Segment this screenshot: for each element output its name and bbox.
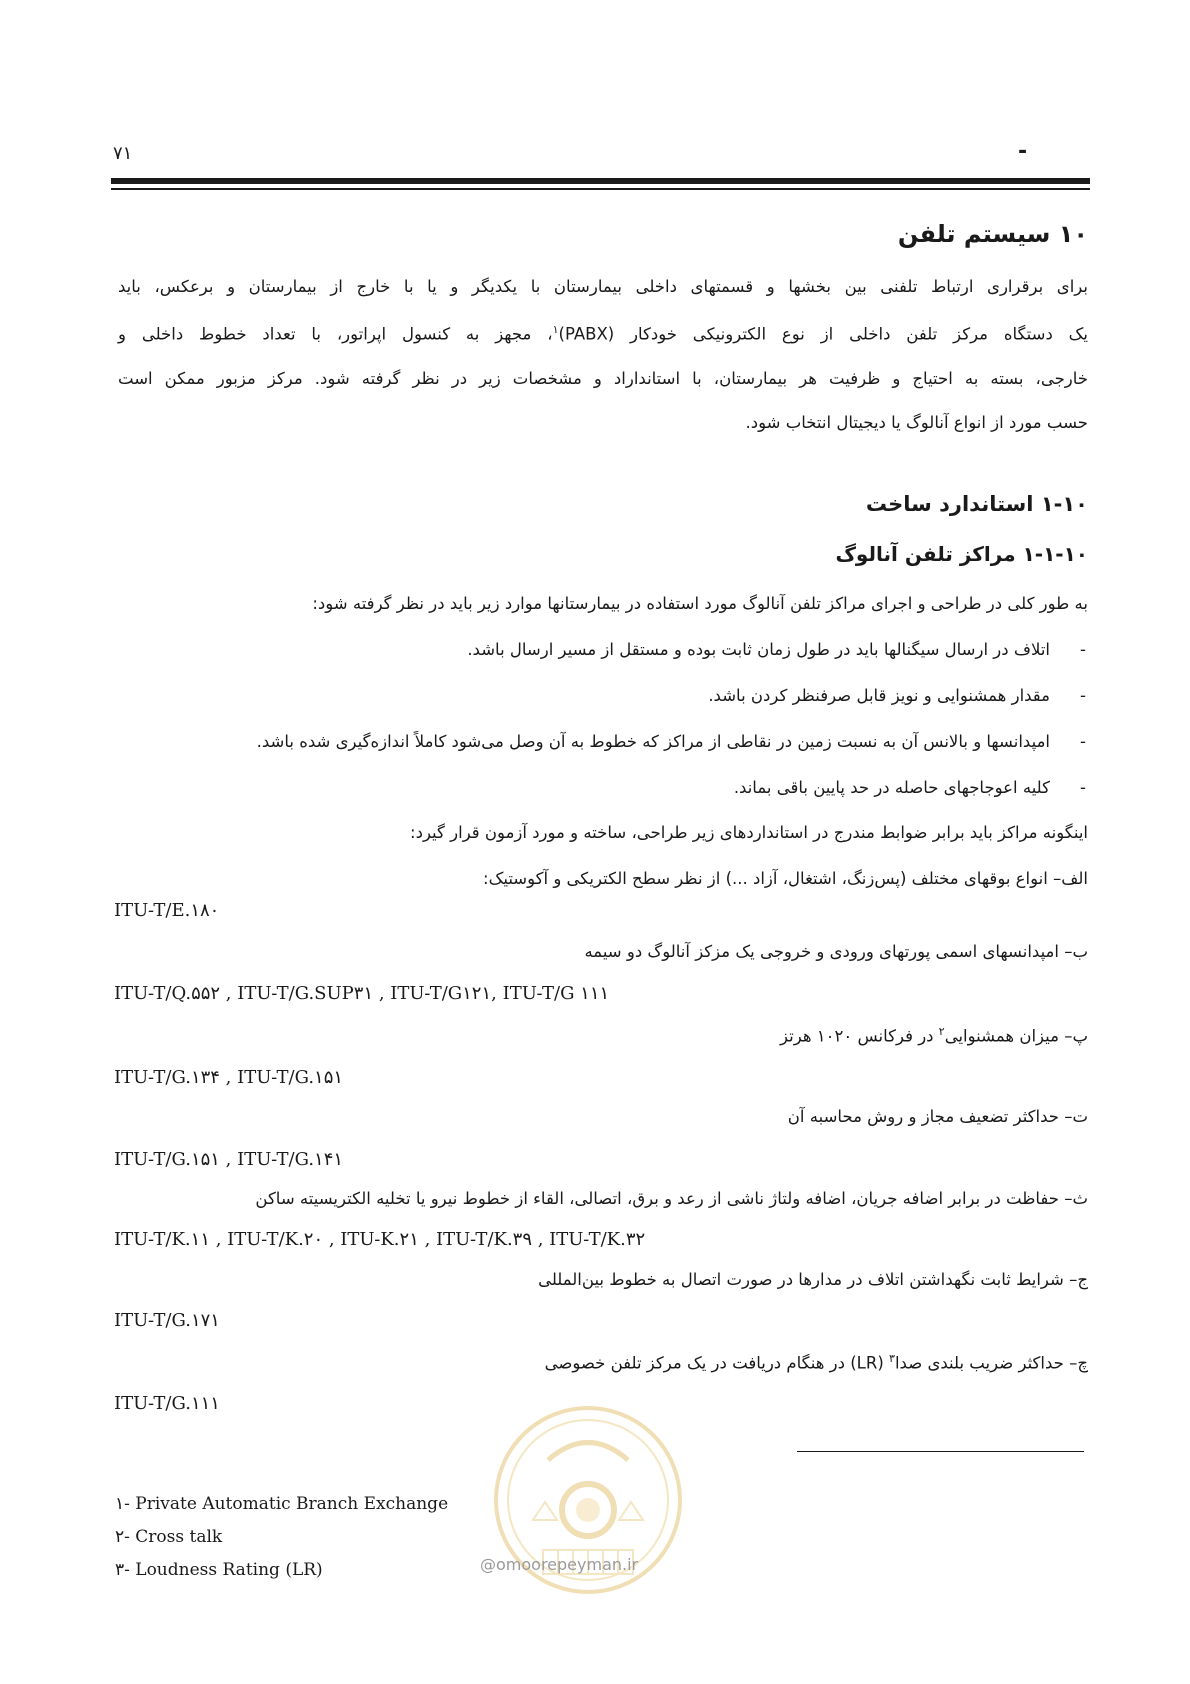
footnote: ۳- Loudness Rating (LR) (115, 1560, 323, 1580)
standards-intro: اینگونه مراکز باید برابر ضوابط مندرج در استانداردهای زیر طراحی، ساخته و مورد آزمون قرار گیرد: (410, 823, 1088, 842)
footnote: ۲- Cross talk (115, 1527, 223, 1547)
bullet-item (186, 686, 1086, 710)
standard-refs: ITU-T/E.۱۸۰ (114, 900, 220, 921)
section-heading: ۱۰ سیستم تلفن (897, 220, 1088, 248)
bullet-text: اتلاف در ارسال سیگنالها باید در طول زمان ثابت بوده و مستقل از مسیر ارسال باشد. (467, 640, 1050, 659)
bullet-dash: - (1080, 732, 1086, 751)
standard-refs: ITU-T/G.۱۱۱ (114, 1393, 220, 1414)
standard-item-label: ج– شرایط ثابت نگهداشتن اتلاف در مدارها در صورت اتصال به خطوط بین‌المللی (538, 1270, 1088, 1289)
footnote-mark-2: ۲ (938, 1025, 945, 1038)
standard-item-label: الف– انواع بوقهای مختلف (پس‌زنگ، اشتغال، آزاد ...) از نظر سطح الکتریکی و آکوستیک: (483, 869, 1088, 888)
intro-line-2 (118, 323, 1088, 344)
bullet-text: کلیه اعوجاجهای حاصله در حد پایین باقی بماند. (733, 778, 1050, 797)
header-dash: - (1018, 139, 1028, 164)
lead-sentence: به طور کلی در طراحی و اجرای مراکز تلفن آنالوگ مورد استفاده در بیمارستانها موارد زیر باید در نظر گرفته شود: (312, 594, 1088, 613)
intro-line-2a: یک دستگاه مرکز تلفن داخلی از نوع الکترونیکی خودکار (PABX) (558, 324, 1089, 344)
standard-item-label-rest: (LR) در هنگام دریافت در یک مرکز تلفن خصوصی (544, 1353, 890, 1373)
header-rule-thick (111, 178, 1090, 184)
standard-item-label-rest: در فرکانس ۱۰۲۰ هرتز (780, 1026, 939, 1046)
subsection-heading: ۱-۱۰ استاندارد ساخت (865, 492, 1088, 516)
standard-item-label (780, 1025, 1088, 1046)
standard-refs: ITU-T/K.۱۱ , ITU-T/K.۲۰ , ITU-K.۲۱ , ITU-T/K.۳۹ , ITU-T/K.۳۲ (114, 1229, 646, 1250)
intro-line-4: حسب مورد از انواع آنالوگ یا دیجیتال انتخاب شود. (745, 413, 1088, 432)
standard-item-label: ث– حفاظت در برابر اضافه جریان، اضافه ولتاژ ناشی از رعد و برق، اتصالی، القاء از خطوط نیرو یا تخلیه الکتریسیته ساکن (255, 1189, 1088, 1208)
footnote-rule (797, 1451, 1084, 1452)
footnote-mark-3: ۳ (889, 1352, 895, 1365)
bullet-dash: - (1080, 640, 1086, 659)
standard-item-label (545, 1352, 1088, 1373)
standard-refs: ITU-T/G.۱۷۱ (114, 1310, 220, 1331)
bullet-text: امپدانسها و بالانس آن به نسبت زمین در نقاطی از مراکز که خطوط به آن وصل می‌شود کاملاً اندازه‌گیری شده باشد. (256, 732, 1050, 751)
page-number: ۷۱ (113, 143, 133, 164)
bullet-item (146, 732, 1086, 756)
standard-item-label-text: چ– حداکثر ضریب بلندی صدا (894, 1353, 1088, 1373)
footnote-mark-1: ۱ (552, 323, 559, 336)
header-rule-thin (111, 188, 1090, 190)
subsubsection-heading: ۱-۱-۱۰ مراکز تلفن آنالوگ (835, 542, 1088, 566)
standard-item-label: ت– حداکثر تضعیف مجاز و روش محاسبه آن (787, 1107, 1088, 1126)
standard-item-label-text: پ– میزان همشنوایی (944, 1026, 1088, 1046)
standard-refs: ITU-T/G.۱۳۴ , ITU-T/G.۱۵۱ (114, 1067, 344, 1088)
intro-line-3: خارجی، بسته به احتیاج و ظرفیت هر بیمارستان، با استانداراد و مشخصات زیر در نظر گرفته شود. مرکز مزبور ممکن است (118, 369, 1088, 388)
standard-refs: ITU-T/Q.۵۵۲ , ITU-T/G.SUP۳۱ , ITU-T/G۱۲۱, ITU-T/G ۱۱۱ (114, 983, 610, 1004)
bullet-item (186, 640, 1086, 664)
standard-item-label: ب– امپدانسهای اسمی پورتهای ورودی و خروجی یک مزکز آنالوگ دو سیمه (584, 942, 1088, 961)
intro-line-2b: ، مجهز به کنسول اپراتور، با تعداد خطوط داخلی و (118, 324, 553, 344)
watermark-text: @omoorepeyman.ir (480, 1555, 639, 1574)
intro-line-1: برای برقراری ارتباط تلفنی بین بخشها و قسمتهای داخلی بیمارستان با یکدیگر و یا با خارج از بیمارستان و برعکس، باید (118, 277, 1088, 296)
bullet-dash: - (1080, 686, 1086, 705)
footnote: ۱- Private Automatic Branch Exchange (115, 1494, 449, 1514)
bullet-dash: - (1080, 778, 1086, 797)
standard-refs: ITU-T/G.۱۵۱ , ITU-T/G.۱۴۱ (114, 1149, 344, 1170)
bullet-item (186, 778, 1086, 802)
bullet-text: مقدار همشنوایی و نویز قابل صرفنظر کردن باشد. (708, 686, 1050, 705)
